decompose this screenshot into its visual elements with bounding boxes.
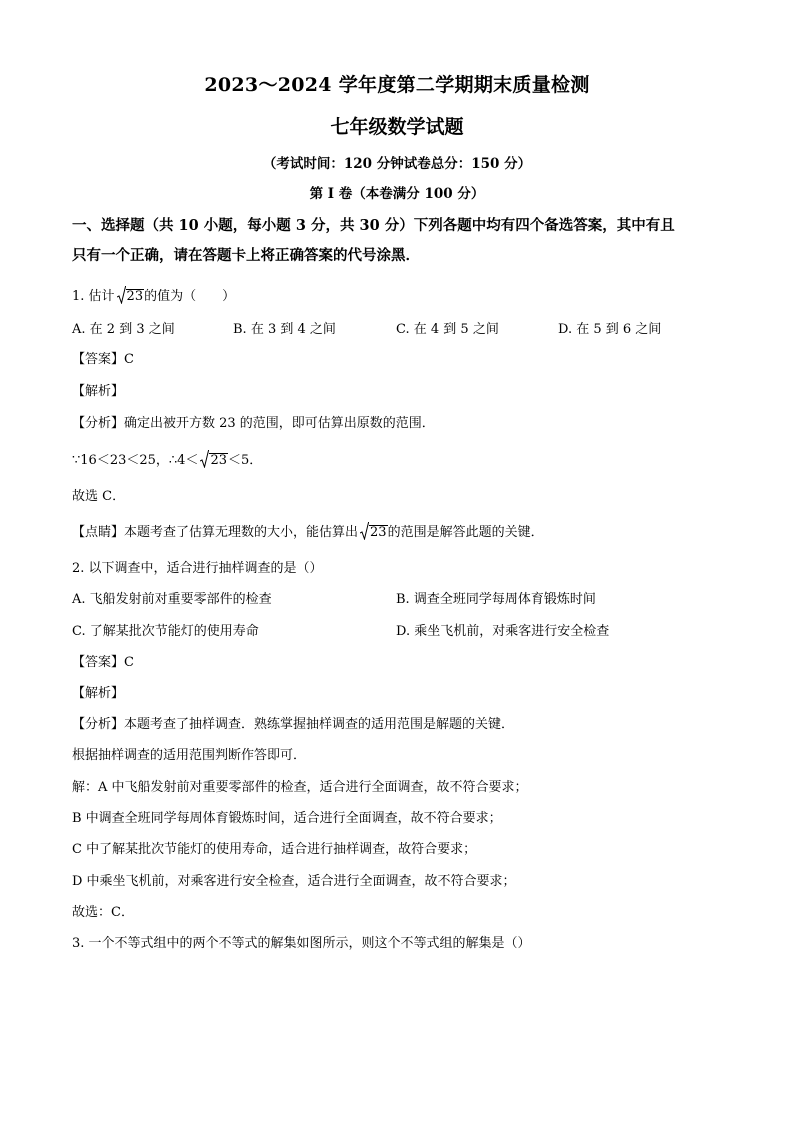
q2-solution-a: 解：A 中飞船发射前对重要零部件的检查，适合进行全面调查，故不符合要求； [72,780,528,795]
q2-solution-b: B 中调查全班同学每周体育锻炼时间，适合进行全面调查，故不符合要求； [72,811,502,826]
q1-choose: 故选 C． [72,489,126,504]
sqrt-expression [360,525,388,540]
radical-sign-icon [117,286,126,304]
radical-sign-icon [360,522,369,540]
q2-choose: 故选：C． [72,905,134,920]
q1-dianjing-prefix: 【点睛】本题考查了估算无理数的大小，能估算出 [72,525,359,540]
q2-solution-c: C 中了解某批次节能灯的使用寿命，适合进行抽样调查，故符合要求； [72,842,477,857]
q2-solution-intro: 根据抽样调查的适用范围判断作答即可． [72,748,307,763]
q2-stem: 2. 以下调查中，适合进行抽样调查的是（） [72,561,323,576]
q1-option-d: D. 在 5 到 6 之间 [558,322,662,337]
q1-dianjing-suffix: 的范围是解答此题的关键． [387,525,544,540]
q2-solution-d: D 中乘坐飞机前，对乘客进行安全检查，适合进行全面调查，故不符合要求； [72,874,516,889]
exam-info: （考试时间：120 分钟试卷总分：150 分） [262,156,532,172]
sqrt-expression [200,453,228,468]
radicand: 23 [210,453,227,468]
section-heading-line1: 一、选择题（共 10 小题，每小题 3 分，共 30 分）下列各题中均有四个备选答案，其中有且 [72,217,675,234]
radicand: 23 [126,289,144,304]
q3-stem: 3. 一个不等式组中的两个不等式的解集如图所示，则这个不等式组的解集是（） [72,936,531,951]
radicand: 23 [370,525,387,540]
q1-fenxi: 【分析】确定出被开方数 23 的范围，即可估算出原数的范围． [72,416,435,431]
sqrt-expression [117,289,145,304]
volume-heading: 第 I 卷（本卷满分 100 分） [309,186,485,202]
q1-option-a: A. 在 2 到 3 之间 [72,322,175,337]
q1-option-b: B. 在 3 到 4 之间 [233,322,336,337]
q1-stem-suffix: 的值为（ ） [144,289,236,304]
q2-option-d: D. 乘坐飞机前，对乘客进行安全检查 [396,624,610,639]
q1-answer: 【答案】C [72,352,134,367]
q2-option-a: A. 飞船发射前对重要零部件的检查 [72,592,272,607]
q1-stem-prefix: 1. 估计 [72,289,115,304]
q1-stem [72,285,235,304]
q2-option-c: C. 了解某批次节能灯的使用寿命 [72,624,259,639]
q1-step [72,449,262,468]
q2-answer: 【答案】C [72,655,134,670]
q1-option-c: C. 在 4 到 5 之间 [396,322,499,337]
q2-fenxi: 【分析】本题考查了抽样调查．熟练掌握抽样调查的适用范围是解题的关键． [72,717,515,732]
q1-step-suffix: ＜5． [228,453,263,468]
q2-analysis-label: 【解析】 [72,686,125,701]
q2-option-b: B. 调查全班同学每周体育锻炼时间 [396,592,596,607]
q1-analysis-label: 【解析】 [72,384,125,399]
q1-step-prefix: ∵16＜23＜25，∴4＜ [72,453,199,468]
q1-dianjing [72,521,544,540]
exam-subtitle: 七年级数学试题 [330,116,464,138]
exam-title: 2023～2024 学年度第二学期期末质量检测 [204,74,590,96]
radical-sign-icon [200,450,209,468]
section-heading-line2: 只有一个正确，请在答题卡上将正确答案的代号涂黑． [72,247,420,264]
